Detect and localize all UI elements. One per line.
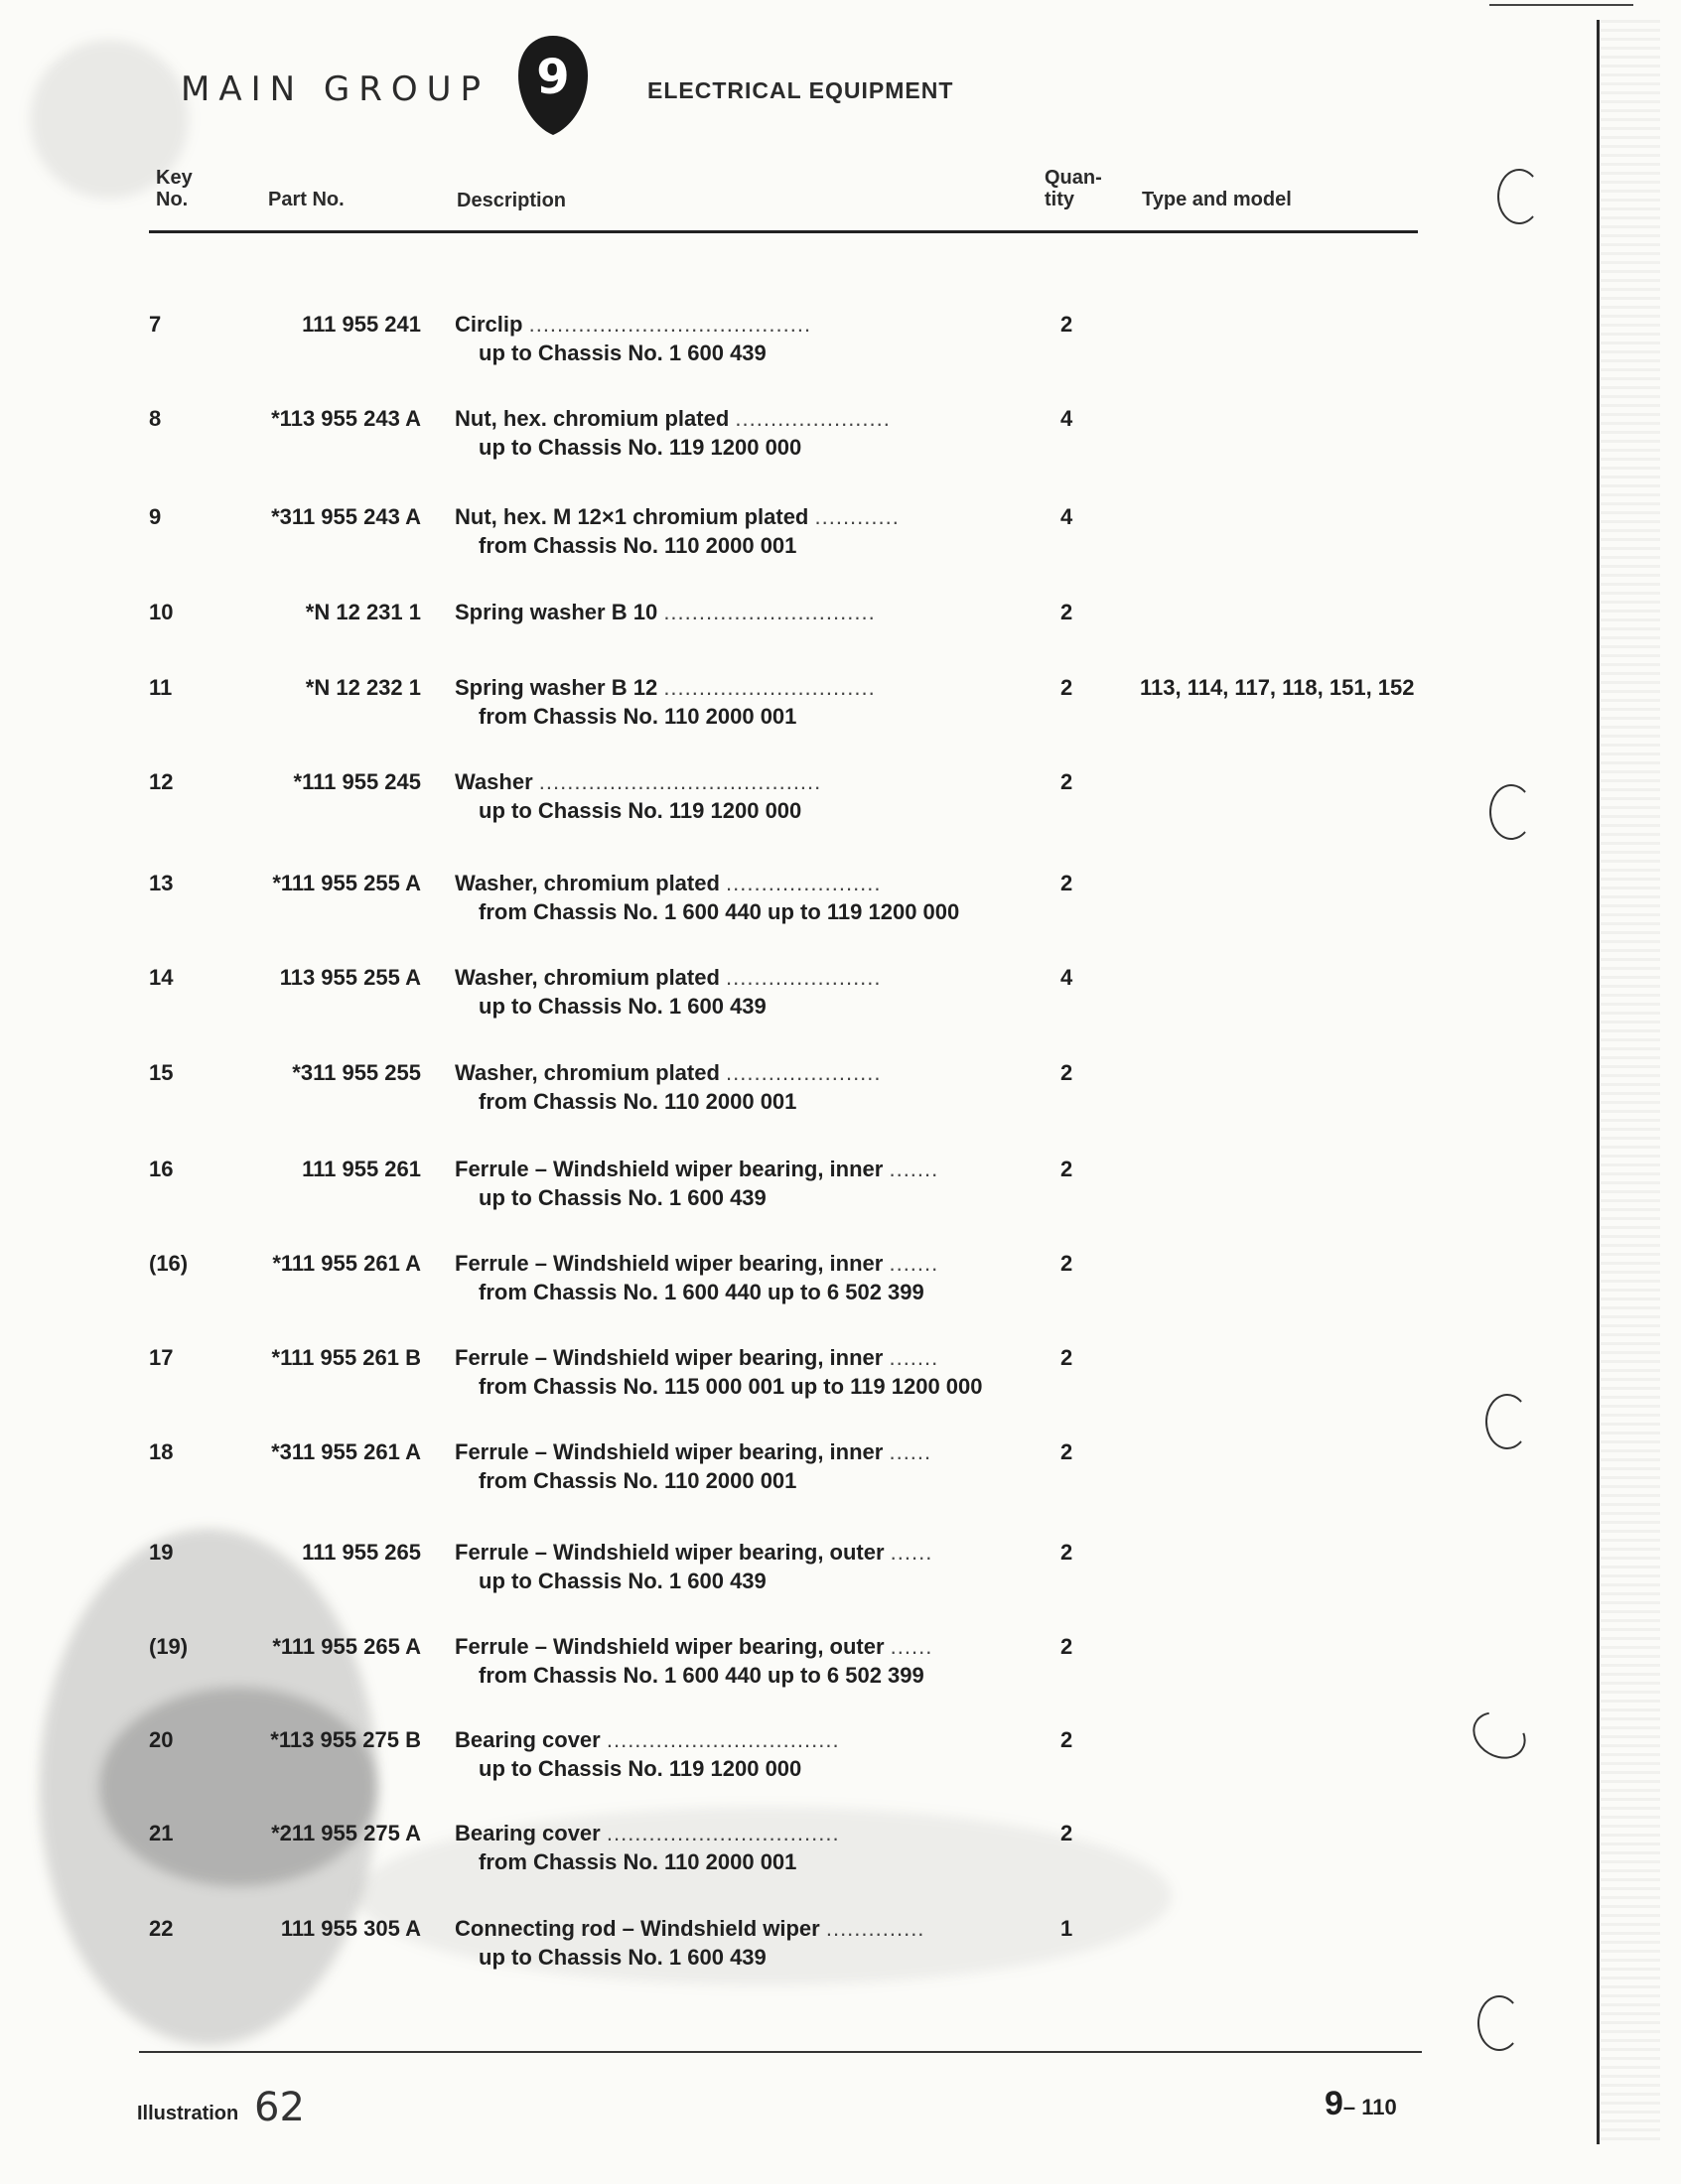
description-text: Ferrule – Windshield wiper bearing, outer — [455, 1540, 885, 1565]
part-no: 111 955 241 — [302, 312, 421, 337]
part-no: *111 955 261 B — [271, 1345, 421, 1370]
quantity: 2 — [1060, 1251, 1073, 1276]
table-row — [0, 1439, 1489, 1509]
group-number: 9 — [536, 50, 570, 105]
description — [455, 871, 882, 896]
illustration-number: 62 — [254, 2085, 305, 2130]
dot-leader: ...................... — [726, 1060, 882, 1085]
description — [455, 1345, 938, 1371]
description — [455, 406, 891, 432]
chassis-range: up to Chassis No. 1 600 439 — [479, 1569, 767, 1593]
column-header-quantity-line2: tity — [1045, 189, 1074, 210]
part-no: 113 955 255 A — [279, 965, 421, 990]
table-row — [0, 600, 1489, 669]
part-no: *311 955 255 — [292, 1060, 421, 1085]
top-edge-rule — [1489, 4, 1633, 6]
quantity: 2 — [1060, 769, 1073, 794]
key-no: 20 — [149, 1727, 174, 1752]
main-group-label: MAIN GROUP — [181, 69, 490, 109]
column-header-part-no: Part No. — [268, 189, 345, 210]
dot-leader: ...... — [890, 1634, 933, 1659]
table-row — [0, 1634, 1489, 1704]
description-text: Ferrule – Windshield wiper bearing, inner — [455, 1345, 884, 1370]
description — [455, 1157, 938, 1182]
description-text: Nut, hex. M 12×1 chromium plated — [455, 504, 809, 529]
part-no: *311 955 243 A — [271, 504, 421, 529]
dot-leader: ...... — [889, 1439, 932, 1464]
key-no: 15 — [149, 1060, 174, 1085]
key-no: 10 — [149, 600, 174, 624]
column-header-key-no — [156, 167, 193, 210]
dot-leader: ...... — [890, 1540, 933, 1565]
chassis-range: from Chassis No. 110 2000 001 — [479, 1468, 797, 1493]
description-text: Washer, chromium plated — [455, 965, 720, 990]
description-text: Ferrule – Windshield wiper bearing, outer — [455, 1634, 885, 1659]
key-no: (19) — [149, 1634, 189, 1659]
header-rule — [149, 230, 1418, 233]
quantity: 2 — [1060, 871, 1073, 895]
key-no: (16) — [149, 1251, 189, 1276]
key-no: 12 — [149, 769, 174, 794]
table-row — [0, 769, 1489, 839]
description — [455, 1821, 840, 1846]
dot-leader: .............................. — [663, 675, 876, 700]
part-no: *311 955 261 A — [271, 1439, 421, 1464]
key-no: 14 — [149, 965, 174, 990]
dot-leader: ...................... — [735, 406, 891, 431]
chassis-range: from Chassis No. 110 2000 001 — [479, 1849, 797, 1874]
description — [455, 965, 882, 991]
chassis-range: up to Chassis No. 1 600 439 — [479, 341, 767, 365]
key-no: 19 — [149, 1540, 174, 1565]
punch-hole-icon — [1485, 1394, 1529, 1449]
part-no: *113 955 275 B — [270, 1727, 421, 1752]
dot-leader: ....... — [889, 1251, 939, 1276]
table-row — [0, 1821, 1489, 1890]
column-header-description: Description — [457, 190, 567, 211]
key-no: 8 — [149, 406, 162, 431]
punch-hole-icon — [1489, 784, 1533, 840]
quantity: 2 — [1060, 1439, 1073, 1464]
description — [455, 1439, 931, 1465]
column-header-quantity-line1: Quan- — [1045, 167, 1102, 189]
description-text: Connecting rod – Windshield wiper — [455, 1916, 820, 1941]
dot-leader: ...................... — [726, 871, 882, 895]
part-no: *111 955 261 A — [272, 1251, 421, 1276]
page-number-page: – 110 — [1342, 2095, 1397, 2119]
description-text: Ferrule – Windshield wiper bearing, inner — [455, 1439, 884, 1464]
chassis-range: up to Chassis No. 119 1200 000 — [479, 435, 802, 460]
quantity: 2 — [1060, 1821, 1073, 1845]
table-row — [0, 1916, 1489, 1985]
description-text: Washer, chromium plated — [455, 1060, 720, 1085]
quantity: 2 — [1060, 1634, 1073, 1659]
part-no: *211 955 275 A — [271, 1821, 421, 1845]
dot-leader: ............ — [814, 504, 900, 529]
description — [455, 1060, 882, 1086]
description-text: Ferrule – Windshield wiper bearing, inner — [455, 1251, 884, 1276]
binding-shadow — [1601, 20, 1660, 2144]
table-row — [0, 871, 1489, 940]
part-no: *N 12 232 1 — [305, 675, 421, 700]
chassis-range: up to Chassis No. 1 600 439 — [479, 1185, 767, 1210]
chassis-range: from Chassis No. 110 2000 001 — [479, 533, 797, 558]
table-row — [0, 1727, 1489, 1797]
dot-leader: ...................... — [726, 965, 882, 990]
quantity: 2 — [1060, 1060, 1073, 1085]
key-no: 22 — [149, 1916, 174, 1941]
key-no: 11 — [149, 675, 173, 700]
key-no: 21 — [149, 1821, 174, 1845]
section-title: ELECTRICAL EQUIPMENT — [647, 77, 954, 103]
part-no: 111 955 305 A — [280, 1916, 421, 1941]
column-header-key-line2: No. — [156, 189, 189, 210]
table-row — [0, 312, 1489, 381]
table-row — [0, 675, 1489, 745]
key-no: 7 — [149, 312, 162, 337]
key-no: 9 — [149, 504, 162, 529]
part-no: *113 955 243 A — [271, 406, 421, 431]
table-row — [0, 1060, 1489, 1130]
punch-hole-icon — [1477, 1995, 1521, 2051]
quantity: 4 — [1060, 406, 1073, 431]
description-text: Washer — [455, 769, 533, 794]
description-text: Nut, hex. chromium plated — [455, 406, 730, 431]
quantity: 1 — [1060, 1916, 1073, 1941]
column-header-key-line1: Key — [156, 167, 193, 189]
key-no: 13 — [149, 871, 174, 895]
description — [455, 1251, 938, 1277]
description — [455, 1634, 932, 1660]
part-no: *111 955 245 — [293, 769, 421, 794]
illustration-label: Illustration — [137, 2103, 239, 2124]
quantity: 4 — [1060, 965, 1073, 990]
quantity: 2 — [1060, 1345, 1073, 1370]
quantity: 2 — [1060, 675, 1073, 700]
dot-leader: ........................................ — [528, 312, 812, 337]
page-number-group: 9 — [1325, 2085, 1343, 2122]
column-header-quantity — [1045, 167, 1102, 210]
table-row — [0, 1540, 1489, 1609]
part-no: 111 955 261 — [302, 1157, 421, 1181]
page-number — [1325, 2085, 1397, 2123]
chassis-range: up to Chassis No. 119 1200 000 — [479, 798, 802, 823]
description-text: Bearing cover — [455, 1821, 601, 1845]
chassis-range: from Chassis No. 1 600 440 up to 6 502 399 — [479, 1663, 924, 1688]
table-row — [0, 1157, 1489, 1226]
dot-leader: ....... — [889, 1157, 939, 1181]
dot-leader: ....... — [889, 1345, 939, 1370]
quantity: 2 — [1060, 1157, 1073, 1181]
description — [455, 675, 876, 701]
description-text: Washer, chromium plated — [455, 871, 720, 895]
dot-leader: ........................................ — [538, 769, 822, 794]
chassis-range: from Chassis No. 110 2000 001 — [479, 1089, 797, 1114]
table-row — [0, 504, 1489, 574]
part-no: *111 955 255 A — [272, 871, 421, 895]
chassis-range: from Chassis No. 110 2000 001 — [479, 704, 797, 729]
table-row — [0, 1251, 1489, 1320]
punch-hole-icon — [1497, 169, 1541, 224]
description — [455, 1916, 924, 1942]
quantity: 2 — [1060, 1540, 1073, 1565]
binding-edge — [1597, 20, 1600, 2144]
quantity: 2 — [1060, 600, 1073, 624]
key-no: 18 — [149, 1439, 174, 1464]
dot-leader: .............. — [825, 1916, 925, 1941]
description-text: Bearing cover — [455, 1727, 601, 1752]
description — [455, 312, 811, 338]
key-no: 16 — [149, 1157, 174, 1181]
type-and-model: 113, 114, 117, 118, 151, 152 — [1140, 675, 1415, 700]
footer-rule — [139, 2051, 1422, 2053]
description-text: Spring washer B 12 — [455, 675, 658, 700]
quantity: 2 — [1060, 1727, 1073, 1752]
description — [455, 504, 900, 530]
part-no: 111 955 265 — [302, 1540, 421, 1565]
quantity: 4 — [1060, 504, 1073, 529]
dot-leader: ................................. — [606, 1727, 840, 1752]
description — [455, 600, 876, 625]
dot-leader: ................................. — [606, 1821, 840, 1845]
chassis-range: up to Chassis No. 119 1200 000 — [479, 1756, 802, 1781]
dot-leader: .............................. — [663, 600, 876, 624]
table-row — [0, 965, 1489, 1034]
description — [455, 1727, 840, 1753]
chassis-range: from Chassis No. 115 000 001 up to 119 1200 000 — [479, 1374, 983, 1399]
chassis-range: from Chassis No. 1 600 440 up to 119 1200 000 — [479, 899, 960, 924]
part-no: *N 12 231 1 — [305, 600, 421, 624]
part-no: *111 955 265 A — [272, 1634, 421, 1659]
column-header-type-model: Type and model — [1142, 189, 1292, 210]
description — [455, 769, 821, 795]
table-row — [0, 406, 1489, 476]
key-no: 17 — [149, 1345, 174, 1370]
quantity: 2 — [1060, 312, 1073, 337]
chassis-range: up to Chassis No. 1 600 439 — [479, 1945, 767, 1970]
description-text: Ferrule – Windshield wiper bearing, inner — [455, 1157, 884, 1181]
description-text: Circlip — [455, 312, 523, 337]
chassis-range: from Chassis No. 1 600 440 up to 6 502 399 — [479, 1280, 924, 1304]
description-text: Spring washer B 10 — [455, 600, 658, 624]
chassis-range: up to Chassis No. 1 600 439 — [479, 994, 767, 1019]
table-row — [0, 1345, 1489, 1415]
description — [455, 1540, 932, 1566]
